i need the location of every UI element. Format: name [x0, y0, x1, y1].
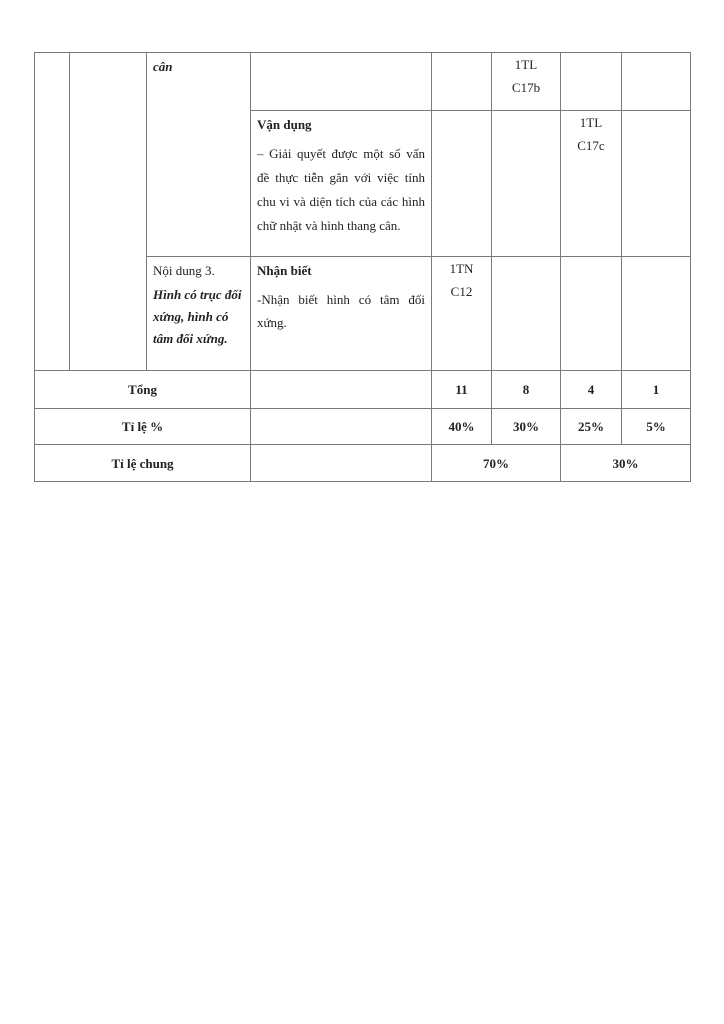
- question-count: 1TN: [449, 261, 474, 276]
- count-vd-cell: [561, 111, 622, 257]
- empty-cell: [251, 371, 432, 409]
- count-th-cell: [492, 257, 561, 371]
- table-row: [35, 53, 691, 111]
- total-value: 11: [432, 371, 492, 409]
- topic-cell: [147, 257, 251, 371]
- question-code: C17c: [577, 138, 605, 153]
- level-label: Vận dụng: [257, 117, 312, 132]
- question-code: C12: [450, 284, 473, 299]
- count-vd-cell: [561, 257, 622, 371]
- count-vdc-cell: [622, 53, 691, 111]
- count-th-cell: [492, 53, 561, 111]
- overall-value: 70%: [432, 445, 561, 482]
- exam-matrix-table: [34, 52, 691, 482]
- percent-row: [35, 409, 691, 445]
- count-vdc-cell: [622, 111, 691, 257]
- index-cell: [35, 53, 70, 371]
- percent-value: 40%: [432, 409, 492, 445]
- total-value: 1: [622, 371, 691, 409]
- overall-value: 30%: [561, 445, 691, 482]
- total-value: 4: [561, 371, 622, 409]
- empty-cell: [251, 445, 432, 482]
- topic-cell: [147, 53, 251, 257]
- totals-label: Tổng: [35, 371, 251, 409]
- totals-row: [35, 371, 691, 409]
- topic-tail: cân: [153, 59, 173, 74]
- overall-row: [35, 445, 691, 482]
- content-title: Hình có trục đối xứng, hình có tâm đối xứng.: [153, 287, 242, 346]
- question-count: 1TL: [514, 57, 538, 72]
- overall-label: Tỉ lệ chung: [35, 445, 251, 482]
- count-nb-cell: [432, 257, 492, 371]
- empty-cell: [251, 409, 432, 445]
- level-label: Nhận biết: [257, 263, 312, 278]
- requirement-cell: [251, 111, 432, 257]
- percent-label: Tỉ lệ %: [35, 409, 251, 445]
- count-nb-cell: [432, 111, 492, 257]
- count-vd-cell: [561, 53, 622, 111]
- requirement-text: -Nhận biết hình có tâm đối xứng.: [257, 292, 425, 330]
- count-nb-cell: [432, 53, 492, 111]
- percent-value: 30%: [492, 409, 561, 445]
- content-label: Nội dung 3.: [153, 263, 215, 278]
- percent-value: 25%: [561, 409, 622, 445]
- count-vdc-cell: [622, 257, 691, 371]
- requirement-text: – Giải quyết được một số vấn đề thực tiễn gắn với việc tính chu vi và diện tích của các hình chữ nhật và hình thang cân.: [257, 146, 425, 233]
- question-code: C17b: [511, 80, 541, 95]
- requirement-cell: [251, 53, 432, 111]
- requirement-cell: [251, 257, 432, 371]
- chapter-cell: [70, 53, 147, 371]
- total-value: 8: [492, 371, 561, 409]
- question-count: 1TL: [579, 115, 603, 130]
- percent-value: 5%: [622, 409, 691, 445]
- count-th-cell: [492, 111, 561, 257]
